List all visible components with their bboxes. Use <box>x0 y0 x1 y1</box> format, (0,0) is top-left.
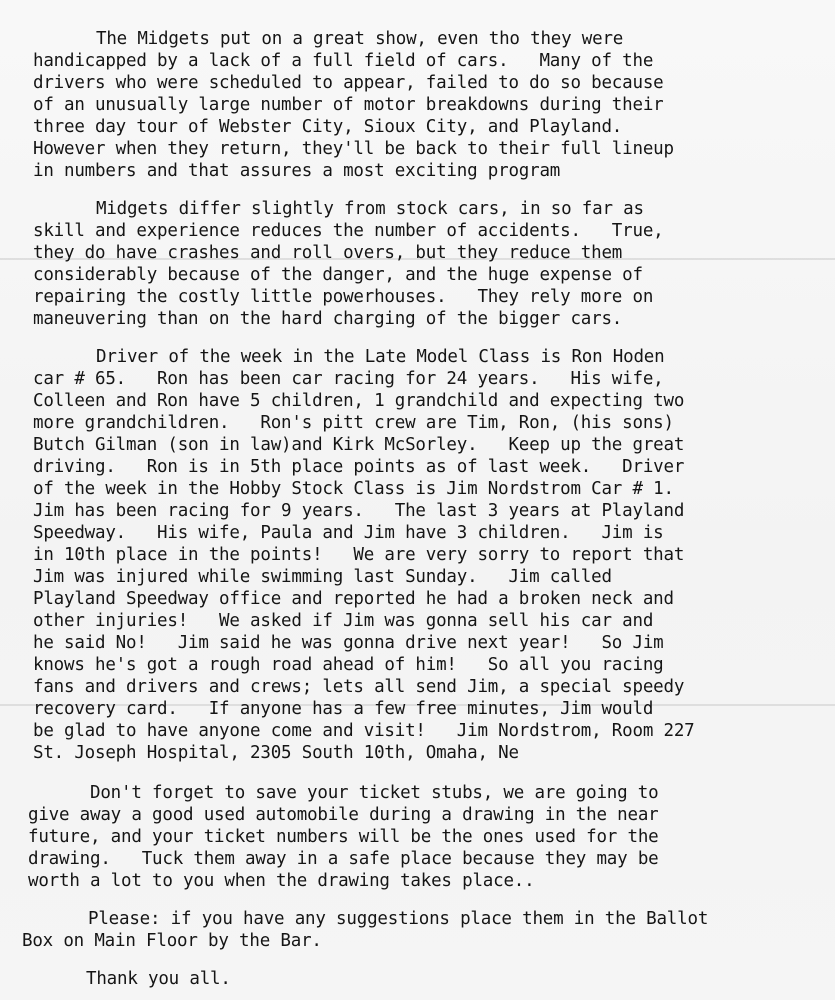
text-line: driving. Ron is in 5th place points as of last week. Driver <box>33 457 685 477</box>
text-line: considerably because of the danger, and the huge expense of <box>33 265 643 285</box>
text-line: of the week in the Hobby Stock Class is Jim Nordstrom Car # 1. <box>33 479 674 499</box>
text-line: in numbers and that assures a most exciting program <box>33 161 561 181</box>
text-line: give away a good used automobile during a drawing in the near <box>28 805 659 825</box>
text-line: he said No! Jim said he was gonna drive next year! So Jim <box>33 633 664 653</box>
text-line: Colleen and Ron have 5 children, 1 grandchild and expecting two <box>33 391 685 411</box>
text-line: in 10th place in the points! We are very sorry to report that <box>33 545 685 565</box>
text-line: knows he's got a rough road ahead of him! So all you racing <box>33 655 664 675</box>
text-line: recovery card. If anyone has a few free minutes, Jim would <box>33 699 654 719</box>
text-line: future, and your ticket numbers will be the ones used for the <box>28 827 659 847</box>
text-line: maneuvering than on the hard charging of the bigger cars. <box>33 309 623 329</box>
text-line: of an unusually large number of motor breakdowns during their <box>33 95 664 115</box>
text-line: Jim was injured while swimming last Sunday. Jim called <box>33 567 612 587</box>
text-line: Midgets differ slightly from stock cars, in so far as <box>96 199 644 219</box>
closing-line: Thank you all. <box>86 969 231 989</box>
text-line: Playland Speedway office and reported he had a broken neck and <box>33 589 674 609</box>
text-line: fans and drivers and crews; lets all send Jim, a special speedy <box>33 677 685 697</box>
text-line: Driver of the week in the Late Model Class is Ron Hoden <box>96 347 665 367</box>
text-line: more grandchildren. Ron's pitt crew are Tim, Ron, (his sons) <box>33 413 674 433</box>
text-line: worth a lot to you when the drawing takes place.. <box>28 871 535 891</box>
text-line: However when they return, they'll be back to their full lineup <box>33 139 674 159</box>
text-line: Jim has been racing for 9 years. The last 3 years at Playland <box>33 501 685 521</box>
text-line: St. Joseph Hospital, 2305 South 10th, Omaha, Ne <box>33 743 519 763</box>
text-line: The Midgets put on a great show, even tho they were <box>96 29 624 49</box>
text-line: car # 65. Ron has been car racing for 24 years. His wife, <box>33 369 664 389</box>
text-line: Please: if you have any suggestions place them in the Ballot <box>88 909 709 929</box>
text-line: Don't forget to save your ticket stubs, we are going to <box>90 783 659 803</box>
text-line: handicapped by a lack of a full field of cars. Many of the <box>33 51 654 71</box>
text-line: repairing the costly little powerhouses. They rely more on <box>33 287 654 307</box>
text-line: other injuries! We asked if Jim was gonna sell his car and <box>33 611 654 631</box>
text-line: Box on Main Floor by the Bar. <box>22 931 322 951</box>
text-line: three day tour of Webster City, Sioux City, and Playland. <box>33 117 623 137</box>
text-line: drivers who were scheduled to appear, failed to do so because <box>33 73 664 93</box>
text-line: skill and experience reduces the number of accidents. True, <box>33 221 664 241</box>
text-line: they do have crashes and roll overs, but they reduce them <box>33 243 623 263</box>
text-line: Speedway. His wife, Paula and Jim have 3 children. Jim is <box>33 523 664 543</box>
text-line: drawing. Tuck them away in a safe place because they may be <box>28 849 659 869</box>
text-line: Butch Gilman (son in law)and Kirk McSorley. Keep up the great <box>33 435 685 455</box>
text-line: be glad to have anyone come and visit! Jim Nordstrom, Room 227 <box>33 721 695 741</box>
